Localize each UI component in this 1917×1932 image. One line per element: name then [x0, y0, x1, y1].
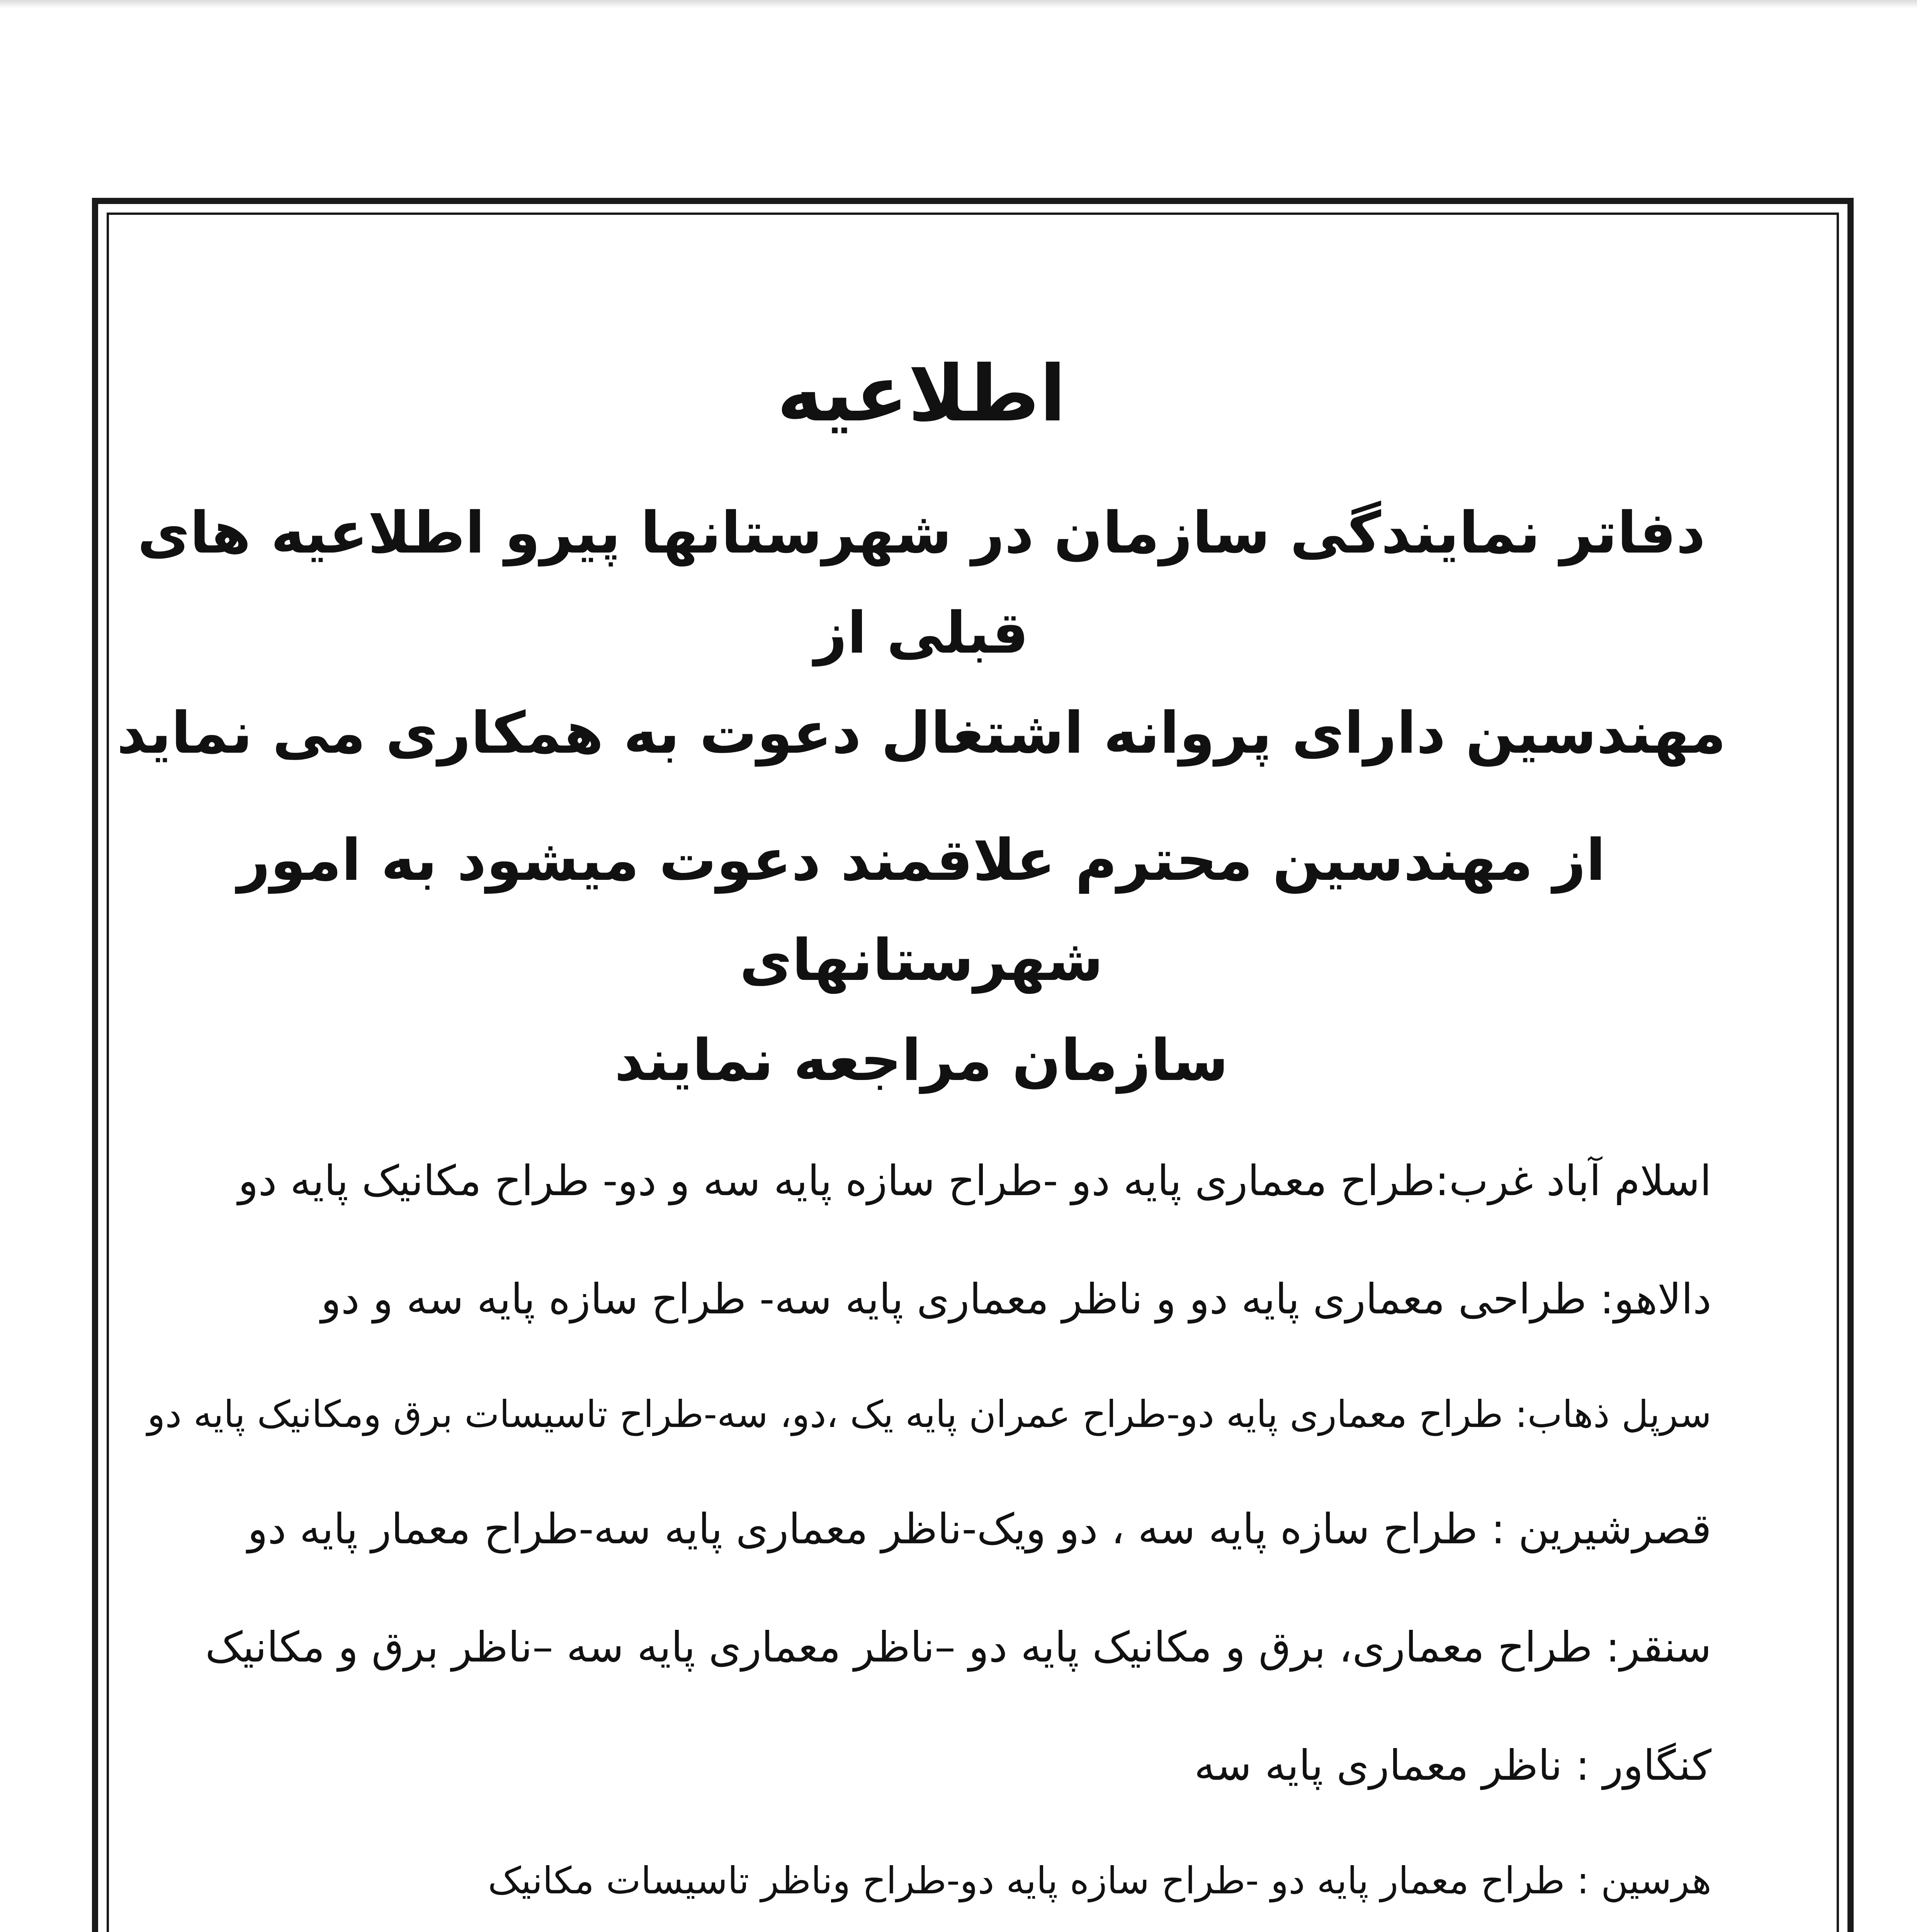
scan-top-edge: [0, 0, 1917, 9]
city-line-dalahoo: دالاهو: طراحی معماری پایه دو و ناظر معماری پایه سه- طراح سازه پایه سه و دو: [321, 1275, 1711, 1323]
notice-title: اطلاعیه: [777, 349, 1066, 439]
notice-content: [116, 348, 1727, 1932]
intro-paragraph-2: [116, 810, 1727, 1111]
city-line-sonqor: سنقر: طراح معماری، برق و مکانیک پایه دو –ناظر معماری پایه سه –ناظر برق و مکانیک: [205, 1623, 1711, 1672]
city-line-harsin: هرسین : طراح معمار پایه دو -طراح سازه پایه دو-طراح وناظر تاسیسات مکانیک: [488, 1859, 1711, 1902]
intro-paragraph-1-line-1: دفاتر نمایندگی سازمان در شهرستانها پیرو اطلاعیه های قبلی از: [137, 500, 1706, 666]
intro-paragraph-1-line-2: مهندسین دارای پروانه اشتغال دعوت به همکاری می نماید: [117, 700, 1726, 766]
city-list: [116, 1153, 1727, 1932]
city-line-eslamabad: اسلام آباد غرب:طراح معماری پایه دو -طراح سازه پایه سه و دو- طراح مکانیک پایه دو: [238, 1157, 1711, 1205]
intro-paragraph-2-line-1: از مهندسین محترم علاقمند دعوت میشود به امور شهرستانهای: [237, 827, 1606, 993]
intro-paragraph-2-line-2: سازمان مراجعه نمایند: [614, 1027, 1229, 1094]
city-line-sarpol: سرپل ذهاب: طراح معماری پایه دو-طراح عمران پایه یک ،دو، سه-طراح تاسیسات برق ومکانیک پایه دو: [147, 1392, 1711, 1436]
intro-paragraph-1: [116, 483, 1727, 783]
city-line-kangavar: کنگاور : ناظر معماری پایه سه: [1194, 1741, 1711, 1790]
city-line-ghasreshirin: قصرشیرین : طراح سازه پایه سه ، دو ویک-ناظر معماری پایه سه-طراح معمار پایه دو: [247, 1505, 1711, 1554]
